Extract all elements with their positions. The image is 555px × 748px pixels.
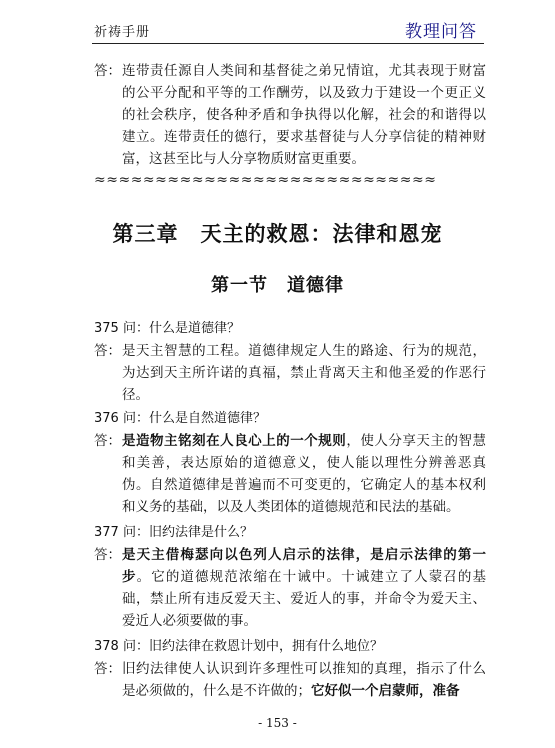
qa-item-377 (94, 522, 486, 632)
answer-376 (122, 430, 486, 518)
answer-375-text: 是天主智慧的工程。道德律规定人生的路途、行为的规范，为达到天主所许诺的真福，禁止背离天主和他圣爱的作恶行径。 (122, 343, 486, 403)
question-376: 376 问：什么是自然道德律？ (94, 411, 266, 426)
answer-378-bold: 它好似一个启蒙师，准备 (311, 683, 460, 699)
answer-376-bold: 是造物主铭刻在人良心上的一个规则 (122, 433, 347, 449)
question-375: 375 问：什么是道德律？ (94, 321, 240, 336)
question-377: 377 问：旧约法律是什么？ (94, 525, 253, 540)
answer-377 (122, 544, 486, 632)
answer-label: 答： (94, 433, 121, 449)
qa-item-376 (94, 408, 486, 518)
answer-label: 答： (94, 343, 121, 359)
qa-item-375 (94, 318, 486, 406)
answer-378-text: 旧约法律使人认识到许多理性可以推知的真理，指示了什么是必须做的，什么是不许做的； (122, 661, 486, 699)
section-label: 教理问答 (405, 22, 477, 42)
page-number: - 153 - (258, 716, 297, 730)
separator: ≈≈≈≈≈≈≈≈≈≈≈≈≈≈≈≈≈≈≈≈≈≈≈≈≈≈≈≈ (94, 172, 437, 188)
answer-378 (122, 658, 486, 702)
header-rule (92, 43, 484, 44)
answer-377-bold: 是天主借梅瑟向以色列人启示的法律，是启示法律的第一步 (122, 547, 486, 585)
qa-item-378 (94, 636, 486, 702)
question-378: 378 问：旧约法律在救恩计划中，拥有什么地位？ (94, 639, 383, 654)
answer-376-text: ，使人分享天主的智慧和美善，表达原始的道德意义，使人能以理性分辨善恶真伪。自然道德律是普遍而不可变更的，它确定人的基本权利和义务的基础，以及人类团体的道德规范和民法的基础。 (122, 433, 487, 515)
answer-375 (122, 340, 486, 406)
book-title: 祈祷手册 (94, 25, 151, 40)
answer-377-text: 。它的道德规范浓缩在十诫中。十诫建立了人蒙召的基础，禁止所有违反爱天主、爱近人的事，并命令为爱天主、爱近人必须要做的事。 (122, 569, 487, 629)
intro-answer (94, 60, 486, 170)
answer-label: 答： (94, 661, 121, 677)
section-title: 第一节 道德律 (211, 275, 344, 296)
chapter-title: 第三章 天主的救恩：法律和恩宠 (112, 222, 443, 246)
answer-label: 答： (94, 547, 121, 563)
answer-text: 连带责任源自人类间和基督徒之弟兄情谊，尤其表现于财富的公平分配和平等的工作酬劳，以及致力于建设一个更正义的社会秩序，使各种矛盾和争执得以化解，社会的和谐得以建立。连带责任的德行，要求基督徒与人分享信徒的精神财富，这甚至比与人分享物质财富更重要。 (122, 63, 486, 167)
answer-label: 答： (94, 63, 121, 79)
